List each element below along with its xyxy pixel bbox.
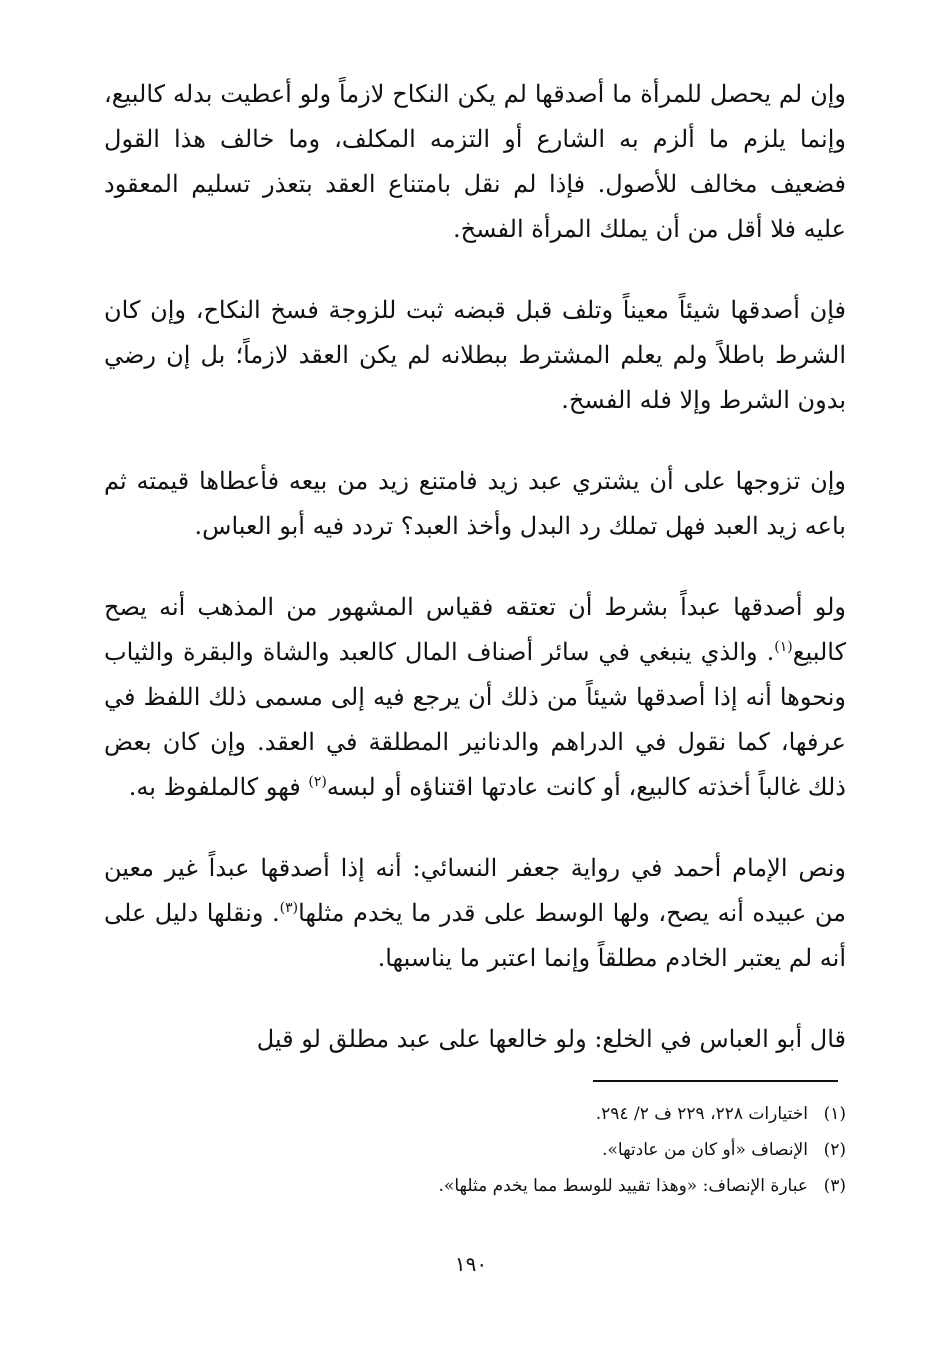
main-text (104, 72, 846, 1062)
footnote-text: اختيارات ٢٢٨، ٢٢٩ ف ٢/ ٢٩٤. (595, 1104, 808, 1124)
paragraph-4-part-2: . والذي ينبغي في سائر أصناف المال كالعبد والشاة والبقرة والثياب ونحوها أنه إذا أصدقها شيئاً من ذلك أن يرجع فيه إلى مسمى ذلك اللفظ في عرفها، كما نقول في الدراهم والدنانير المطلقة في العقد. وإن كان بعض ذلك غالباً أخذته كالبيع، أو كانت عادتها اقتناؤه أو لبسه (104, 638, 846, 801)
footnote-number: (٢) (823, 1140, 846, 1160)
paragraph-4-part-3: فهو كالملفوظ به. (128, 773, 309, 801)
paragraph-1: وإن لم يحصل للمرأة ما أصدقها لم يكن النكاح لازماً ولو أعطيت بدله كالبيع، وإنما يلزم ما ألزم به الشارع أو التزمه المكلف، وما خالف هذا القول فضعيف مخالف للأصول. فإذا لم نقل بامتناع العقد بتعذر تسليم المعقود عليه فلا أقل من أن يملك المرأة الفسخ. (104, 80, 847, 243)
paragraph-5-part-2: . ونقلها دليل على أنه لم يعتبر الخادم مطلقاً وإنما اعتبر ما يناسبها. (104, 899, 846, 972)
footnote-number: (٣) (823, 1176, 846, 1196)
footnote-3 (104, 1168, 846, 1204)
paragraph-4 (104, 585, 846, 810)
footnote-text: الإنصاف «أو كان من عادتها». (602, 1140, 808, 1160)
footnote-ref-2: (٢) (308, 774, 327, 790)
page-number: ١٩٠ (454, 1252, 488, 1276)
footnote-1 (104, 1096, 846, 1132)
footnote-divider (593, 1080, 838, 1082)
paragraph-5 (104, 846, 846, 981)
paragraph-3: وإن تزوجها على أن يشتري عبد زيد فامتنع زيد من بيعه فأعطاها قيمته ثم باعه زيد العبد فهل تملك رد البدل وأخذ العبد؟ تردد فيه أبو العباس. (104, 467, 846, 540)
footnote-text: عبارة الإنصاف: «وهذا تقييد للوسط مما يخدم مثلها». (438, 1176, 808, 1196)
paragraph-5-part-1: ونص الإمام أحمد في رواية جعفر النسائي: أنه إذا أصدقها عبداً غير معين من عبيده أنه يصح، ولها الوسط على قدر ما يخدم مثلها (104, 854, 846, 927)
paragraph-4-part-1: ولو أصدقها عبداً بشرط أن تعتقه فقياس المشهور من المذهب أنه يصح كالبيع (104, 593, 846, 666)
footnote-2 (104, 1132, 846, 1168)
paragraph-6: قال أبو العباس في الخلع: ولو خالعها على عبد مطلق لو قيل (256, 1025, 846, 1053)
footnote-number: (١) (823, 1104, 846, 1124)
paragraph-2: فإن أصدقها شيئاً معيناً وتلف قبل قبضه ثبت للزوجة فسخ النكاح، وإن كان الشرط باطلاً ولم يعلم المشترط ببطلانه لم يكن العقد لازماً؛ بل إن رضي بدون الشرط وإلا فله الفسخ. (104, 296, 846, 414)
footnote-ref-3: (٣) (279, 900, 299, 916)
footnotes (104, 1096, 846, 1204)
footnote-ref-1: (١) (774, 639, 793, 655)
